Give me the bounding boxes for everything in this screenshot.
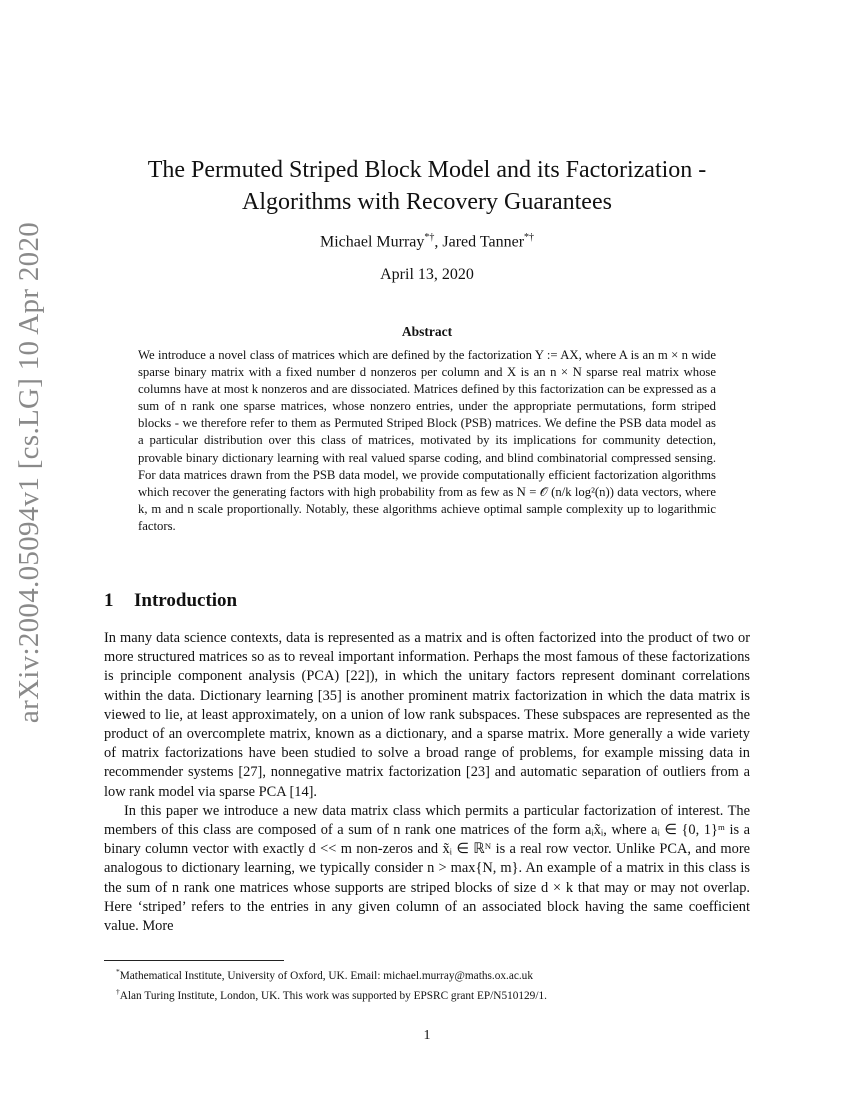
- body-paragraph: In this paper we introduce a new data matrix class which permits a particular factorization of interest. The members of this class are composed of a sum of n rank one matrices of the form aᵢx̃ᵢ, where aᵢ ∈ {0, 1}ᵐ is a binary column vector with exactly d << m non-zeros and x̃ᵢ ∈ ℝᴺ is a real row vector. Unlike PCA, and more analogous to dictionary learning, we typically consider n > max{N, m}. An example of a matrix in this class is the sum of n rank one matrices whose supports are striped blocks of size d × k that may or may not overlap. Here ‘striped’ refers to the entries in any given column of an associated block having the same coefficient value. More: [104, 802, 750, 935]
- page-number: 1: [423, 1028, 431, 1043]
- footnote-mark: †: [116, 986, 120, 996]
- arxiv-side-stamp: [8, 221, 52, 723]
- footnote-rule: [104, 960, 284, 961]
- footnote-mark: *: [116, 967, 120, 976]
- section-heading: [104, 590, 750, 612]
- footnote: [104, 984, 750, 1004]
- author-list: [104, 232, 750, 251]
- author-name: Michael Murray: [319, 233, 425, 251]
- paper-date: April 13, 2020: [380, 266, 474, 283]
- footnote-text: Alan Turing Institute, London, UK. This work was supported by EPSRC grant EP/N510129/1.: [119, 989, 547, 1002]
- author-separator: ,: [434, 233, 443, 251]
- arxiv-identifier: arXiv:2004.05094v1 [cs.LG] 10 Apr 2020: [13, 221, 46, 723]
- title-line-2: Algorithms with Recovery Guarantees: [242, 189, 612, 215]
- section-body: [104, 629, 750, 936]
- author-affiliation-mark: *†: [524, 232, 535, 243]
- abstract-body: [138, 347, 716, 535]
- body-paragraph: In many data science contexts, data is represented as a matrix and is often factorized into the product of two or more structured matrices so as to reveal important information. Perhaps the most famous of these factorizations is principle component analysis (PCA) [22]), in which the unitary factors represent dominant correlations within the data. Dictionary learning [35] is another prominent matrix factorization in which the data matrix is viewed to lie, at least approximately, on a union of low rank subspaces. These subspaces are represented as the product of an overcomplete matrix, known as a dictionary, and a sparse matrix. More generally a wide variety of matrix factorizations have been studied to solve a broad range of problems, for example missing data in recommender systems [27], nonnegative matrix factorization [23] and automatic separation of outliers from a low rank model via sparse PCA [14].: [104, 630, 750, 800]
- section-title: Introduction: [134, 590, 238, 611]
- abstract-heading: Abstract: [401, 324, 453, 339]
- footnote-text: Mathematical Institute, University of Oxford, UK. Email: michael.murray@maths.ox.ac.uk: [119, 969, 533, 982]
- title-line-1: The Permuted Striped Block Model and its Factorization -: [147, 157, 707, 183]
- author-affiliation-mark: *†: [424, 232, 435, 243]
- author-name: Jared Tanner: [442, 233, 525, 251]
- section-number: 1: [104, 590, 114, 611]
- footnotes: [104, 964, 750, 1004]
- abstract-text: We introduce a novel class of matrices which are defined by the factorization Y := AX, where A is an m × n wide sparse binary matrix with a fixed number d nonzeros per column and X is an n × N sparse real matrix whose columns have at most k nonzeros and are dissociated. Matrices defined by this factorization can be expressed as a sum of n rank one sparse matrices, whose nonzero entries, under the appropriate permutations, form striped blocks - we therefore refer to them as Permuted Striped Block (PSB) matrices. We define the PSB data model as a particular distribution over this class of matrices, motivated by its implications for community detection, provable binary dictionary learning with real valued sparse coding, and blind combinatorial compressed sensing. For data matrices drawn from the PSB data model, we provide computationally efficient factorization algorithms which recover the generating factors with high probability from as few as N = 𝒪 (n/k log²(n)) data vectors, where k, m and n scale proportionally. Notably, these algorithms achieve optimal sample complexity up to logarithmic factors.: [138, 348, 716, 533]
- paper-title: [104, 154, 750, 218]
- footnote: [104, 964, 750, 984]
